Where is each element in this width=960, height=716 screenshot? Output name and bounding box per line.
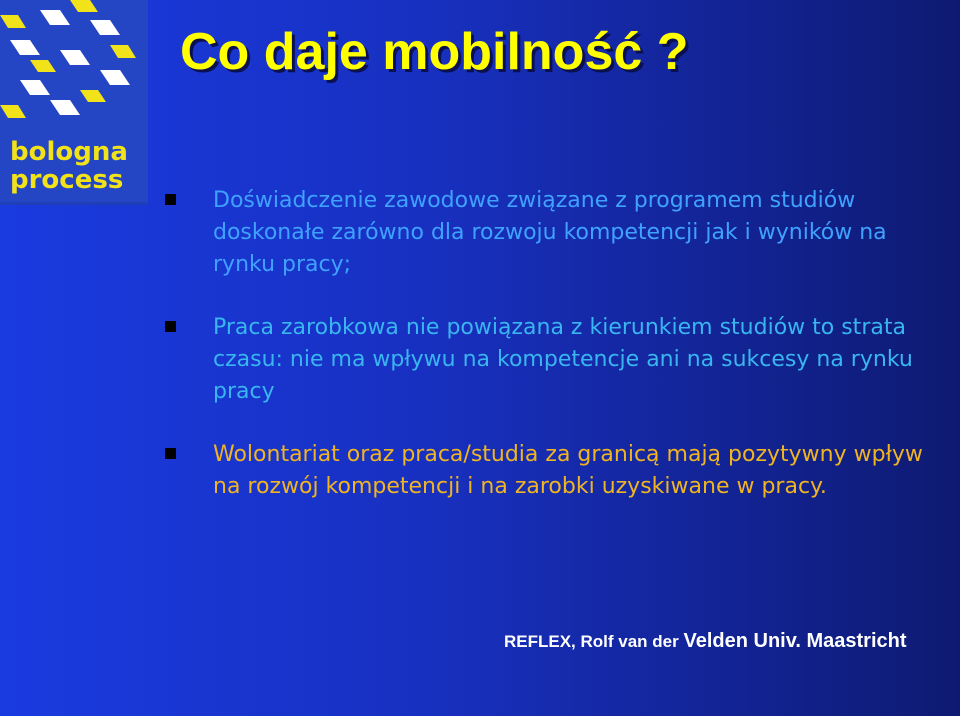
citation-suffix: Velden Univ. Maastricht — [683, 630, 907, 652]
bullet-text-2: Praca zarobkowa nie powiązana z kierunkiem studiów to strata czasu: nie ma wpływu na kompetencje ani na sukcesy na rynku pracy — [213, 315, 913, 404]
slide-title: Co daje mobilność ? — [180, 23, 689, 81]
logo-text — [0, 132, 148, 202]
bullet-square-icon — [165, 448, 176, 459]
bullet-list — [165, 185, 925, 534]
bullet-text-1: Doświadczenie zawodowe związane z programem studiów doskonałe zarówno dla rozwoju kompetencji jak i wyników na rynku pracy; — [213, 188, 887, 277]
bullet-item-3 — [165, 439, 925, 503]
bullet-square-icon — [165, 321, 176, 332]
logo-line-2: process — [10, 165, 124, 195]
bologna-process-logo — [0, 0, 148, 205]
logo-arrows-graphic — [0, 0, 148, 132]
citation-prefix: REFLEX, Rolf van der — [504, 632, 684, 651]
bullet-square-icon — [165, 194, 176, 205]
bullet-item-2 — [165, 312, 925, 408]
source-citation — [504, 630, 907, 653]
logo-line-1: bologna — [10, 137, 128, 167]
bullet-item-1 — [165, 185, 925, 281]
bullet-text-3: Wolontariat oraz praca/studia za granicą mają pozytywny wpływ na rozwój kompetencji i na zarobki uzyskiwane w pracy. — [213, 442, 923, 499]
